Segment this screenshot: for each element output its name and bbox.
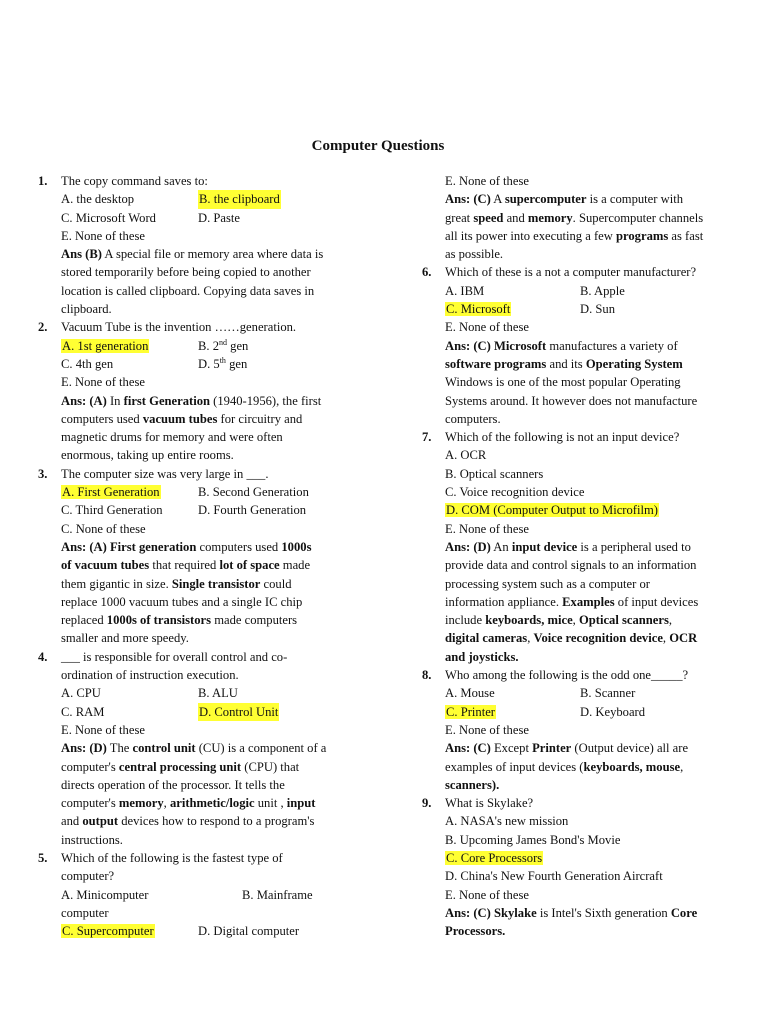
answer-line <box>422 227 742 245</box>
option-a-wrap <box>61 337 198 355</box>
question-number: 4. <box>38 649 48 664</box>
question-text: computer? <box>61 869 115 884</box>
answer-bold: input <box>286 796 316 811</box>
answer-text: A <box>490 192 505 207</box>
option-e: E. None of these <box>61 228 145 243</box>
options-row <box>38 886 360 904</box>
answer-text: computer's <box>61 759 119 774</box>
option-a: A. Minicomputer <box>61 887 149 902</box>
option-c-wrap <box>61 922 198 940</box>
option-text: D. 5 <box>198 356 220 371</box>
option-e: E. None of these <box>445 521 529 536</box>
options-row <box>38 703 360 721</box>
answer-text: instructions. <box>61 832 123 847</box>
option-c-wrap <box>445 300 580 318</box>
answer-line <box>38 245 360 263</box>
answer-bold: central processing unit <box>118 759 242 774</box>
question-text: Which of the following is the fastest type of <box>61 850 283 865</box>
answer-text: and its <box>546 356 586 371</box>
option-d <box>198 355 247 373</box>
answer-bold: programs <box>616 228 669 243</box>
answer-text: replace 1000 vacuum tubes and a single IC chip <box>61 594 303 609</box>
answer-line <box>422 739 742 757</box>
answer-line <box>422 337 742 355</box>
option-a: A. CPU <box>61 686 101 701</box>
answer-bold: of vacuum tubes <box>61 558 150 573</box>
answer-text: unit , <box>254 796 287 811</box>
option-d-correct: D. Control Unit <box>198 703 279 721</box>
option-d: D. Keyboard <box>580 704 646 719</box>
answer-bold: memory <box>118 796 164 811</box>
option-c-wrap <box>422 849 742 867</box>
answer-text: , <box>680 759 684 774</box>
answer-bold: Microsoft <box>490 338 547 353</box>
superscript: nd <box>219 337 227 347</box>
answer-bold: digital cameras <box>445 631 528 646</box>
option-text: gen <box>227 338 249 353</box>
option-e: E. None of these <box>445 887 529 902</box>
superscript: th <box>219 355 226 365</box>
question-number: 1. <box>38 174 48 188</box>
answer-text: (1940-1956), the first <box>210 393 322 408</box>
question-7 <box>422 428 742 446</box>
answer-line <box>422 648 742 666</box>
answer-label: Ans: (C) <box>445 338 491 353</box>
option-a: A. OCR <box>445 448 487 463</box>
answer-text: and <box>61 814 83 829</box>
answer-line <box>422 593 742 611</box>
option-d-correct: D. COM (Computer Output to Microfilm) <box>446 503 658 518</box>
options-row <box>38 209 360 227</box>
answer-bold: keyboards, mice <box>485 613 573 628</box>
answer-text: smaller and more speedy. <box>61 631 189 646</box>
answer-text: is a peripheral used to <box>577 539 691 554</box>
answer-text: that required <box>149 558 220 573</box>
question-6 <box>422 263 742 281</box>
option-b: B. Mainframe <box>242 887 313 902</box>
question-text: Vacuum Tube is the invention ……generation. <box>61 320 297 335</box>
answer-bold: scanners). <box>445 777 500 792</box>
answer-bold: supercomputer <box>504 192 587 207</box>
question-number: 8. <box>422 668 432 683</box>
answer-line <box>38 758 360 776</box>
answer-text: computers used <box>196 539 282 554</box>
answer-bold: arithmetic/logic <box>169 796 255 811</box>
answer-text: is a computer with <box>586 192 684 207</box>
question-text: ordination of instruction execution. <box>61 668 239 683</box>
answer-label: Ans: (C) Skylake <box>445 905 537 920</box>
option-e: E. None of these <box>445 174 529 188</box>
option-a: A. Mouse <box>445 686 495 701</box>
answer-text: and <box>503 210 528 225</box>
answer-text: . Supercomputer channels <box>572 210 704 225</box>
options-row <box>38 355 360 373</box>
options-row <box>38 337 360 355</box>
option-a-correct: A. First Generation <box>62 485 160 500</box>
question-5 <box>38 849 360 867</box>
option-c: C. 4th gen <box>61 356 114 371</box>
answer-bold: software programs <box>445 356 547 371</box>
question-8 <box>422 666 742 684</box>
answer-text: them gigantic in size. <box>61 576 172 591</box>
option-d: D. China's New Fourth Generation Aircraft <box>445 869 663 884</box>
question-number: 6. <box>422 265 432 280</box>
options-row <box>422 684 742 702</box>
option-d: D. Digital computer <box>198 924 300 939</box>
option-a-correct: A. 1st generation <box>62 338 149 353</box>
answer-line <box>422 209 742 227</box>
question-text: Who among the following is the odd one_____? <box>445 668 689 683</box>
options-row <box>38 684 360 702</box>
answer-line <box>422 758 742 776</box>
answer-text: great <box>445 210 474 225</box>
option-b: B. Apple <box>580 283 625 298</box>
options-row <box>38 501 360 519</box>
answer-line <box>38 794 360 812</box>
answer-text: made computers <box>211 613 298 628</box>
question-1 <box>38 172 360 190</box>
answer-text: clipboard. <box>61 302 112 317</box>
answer-line <box>38 812 360 830</box>
question-number: 3. <box>38 466 48 481</box>
page-title: Computer Questions <box>311 138 445 154</box>
answer-bold: input device <box>511 539 578 554</box>
answer-line <box>38 575 360 593</box>
answer-line <box>422 776 742 794</box>
answer-bold: Optical scanners <box>578 613 669 628</box>
answer-label: Ans: (A) <box>61 393 107 408</box>
answer-line <box>422 904 742 922</box>
answer-text: computers used <box>61 411 143 426</box>
answer-text: , <box>527 631 534 646</box>
option-a-continued: computer <box>61 905 109 920</box>
answer-bold: keyboards, mouse <box>583 759 681 774</box>
answer-line <box>422 611 742 629</box>
answer-bold: memory <box>527 210 573 225</box>
answer-line <box>422 355 742 373</box>
question-3 <box>38 465 360 483</box>
answer-label: Ans: (A) <box>61 539 107 554</box>
answer-text: In <box>106 393 124 408</box>
answer-line <box>38 739 360 757</box>
option-d: D. Fourth Generation <box>198 503 307 518</box>
right-column <box>422 172 742 940</box>
answer-bold: First generation <box>106 539 197 554</box>
options-row <box>422 703 742 721</box>
answer-text: computer's <box>61 796 119 811</box>
option-c: C. Third Generation <box>61 503 163 518</box>
option-text: gen <box>225 356 248 371</box>
answer-text: Except <box>490 741 533 756</box>
question-4 <box>38 648 360 666</box>
option-c-correct: C. Printer <box>446 704 495 719</box>
answer-text: (CPU) that <box>241 759 300 774</box>
question-text: Which of these is a not a computer manufacturer? <box>445 265 697 280</box>
option-a: A. IBM <box>445 283 485 298</box>
answer-bold: Voice recognition device <box>533 631 663 646</box>
answer-text: could <box>260 576 292 591</box>
answer-text: processing system such as a computer or <box>445 576 650 591</box>
answer-line <box>38 410 360 428</box>
answer-bold: speed <box>473 210 504 225</box>
answer-bold: joysticks. <box>468 649 519 664</box>
option-c: C. RAM <box>61 704 105 719</box>
answer-text: provide data and control signals to an information <box>445 558 697 573</box>
answer-bold: output <box>82 814 119 829</box>
answer-bold: Core <box>670 905 698 920</box>
answer-line <box>422 922 742 940</box>
answer-line <box>422 629 742 647</box>
answer-text: A special file or memory area where data is <box>101 247 324 262</box>
answer-text: The <box>106 741 133 756</box>
answer-bold: Examples <box>562 594 615 609</box>
question-number: 5. <box>38 850 48 865</box>
answer-label: Ans: (D) <box>61 741 107 756</box>
question-9 <box>422 794 742 812</box>
option-e: E. None of these <box>445 320 529 335</box>
answer-text: include <box>445 613 486 628</box>
answer-text: as possible. <box>445 247 504 262</box>
answer-text: Windows is one of the most popular Operating <box>445 375 681 390</box>
answer-label: Ans: (C) <box>445 741 491 756</box>
option-d: D. Paste <box>198 210 240 225</box>
options-row <box>422 300 742 318</box>
answer-bold: Operating System <box>585 356 683 371</box>
option-c-correct: C. Core Processors <box>446 850 543 865</box>
option-a-wrap <box>61 483 198 501</box>
answer-bold: vacuum tubes <box>142 411 218 426</box>
answer-text: enormous, taking up entire rooms. <box>61 448 234 463</box>
question-number: 2. <box>38 320 48 335</box>
answer-bold: 1000s <box>281 539 312 554</box>
answer-text: (CU) is a component of a <box>195 741 327 756</box>
answer-line <box>422 538 742 556</box>
options-row <box>38 190 360 208</box>
answer-text: manufactures a variety of <box>546 338 678 353</box>
answer-text: An <box>490 539 512 554</box>
answer-text: devices how to respond to a program's <box>118 814 315 829</box>
option-c: C. Voice recognition device <box>445 485 585 500</box>
question-number: 9. <box>422 796 432 811</box>
option-a: A. NASA's new mission <box>445 814 569 829</box>
option-d: D. Sun <box>580 302 615 317</box>
answer-text: of input devices <box>614 594 699 609</box>
option-b: B. Optical scanners <box>445 466 544 481</box>
answer-text: Systems around. It however does not manufacture <box>445 393 698 408</box>
answer-bold: Processors. <box>445 924 506 939</box>
question-number: 7. <box>422 430 432 445</box>
option-b: B. Second Generation <box>198 485 309 500</box>
option-b-correct: B. the clipboard <box>198 190 281 208</box>
answer-bold: OCR <box>669 631 698 646</box>
answer-text: stored temporarily before being copied to another <box>61 265 311 280</box>
question-text: The computer size was very large in ___. <box>61 466 269 481</box>
answer-text: , <box>668 613 673 628</box>
answer-line <box>38 556 360 574</box>
option-c: C. Microsoft Word <box>61 210 156 225</box>
question-text: ___ is responsible for overall control and co- <box>61 649 288 664</box>
left-column <box>38 172 360 940</box>
answer-line <box>38 611 360 629</box>
answer-text: all its power into executing a few <box>445 228 617 243</box>
option-c-correct: C. Microsoft <box>446 302 511 317</box>
option-b <box>198 337 248 355</box>
option-text: B. 2 <box>198 338 219 353</box>
answer-text: made <box>279 558 311 573</box>
option-e: C. None of these <box>61 521 146 536</box>
answer-text: magnetic drums for memory and were often <box>61 430 283 445</box>
option-b: B. ALU <box>198 686 238 701</box>
answer-text: is Intel's Sixth generation <box>536 905 671 920</box>
answer-text: information appliance. <box>445 594 563 609</box>
option-c-correct: C. Supercomputer <box>62 924 154 939</box>
answer-text: (Output device) all are <box>571 741 689 756</box>
question-text: Which of the following is not an input device? <box>445 430 680 445</box>
answer-label: Ans: (D) <box>445 539 491 554</box>
answer-text: for circuitry and <box>217 411 303 426</box>
option-c-wrap <box>445 703 580 721</box>
answer-line <box>38 538 360 556</box>
option-e: E. None of these <box>61 375 145 390</box>
answer-bold: control unit <box>132 741 196 756</box>
answer-bold: first Generation <box>123 393 211 408</box>
answer-text: , <box>163 796 170 811</box>
question-text: The copy command saves to: <box>61 174 208 188</box>
answer-text: , <box>572 613 579 628</box>
question-text: What is Skylake? <box>445 796 534 811</box>
option-b: B. Upcoming James Bond's Movie <box>445 832 621 847</box>
answer-bold: lot of space <box>219 558 280 573</box>
answer-label: Ans: (C) <box>445 192 491 207</box>
option-e: E. None of these <box>445 722 529 737</box>
answer-text: replaced <box>61 613 107 628</box>
answer-text: examples of input devices ( <box>445 759 584 774</box>
answer-text: , <box>662 631 670 646</box>
answer-text: directs operation of the processor. It tells the <box>61 777 285 792</box>
answer-bold: Single transistor <box>171 576 261 591</box>
options-row <box>38 922 360 940</box>
answer-bold: and <box>445 649 469 664</box>
option-a: A. the desktop <box>61 192 135 207</box>
answer-text: computers. <box>445 411 501 426</box>
options-row <box>38 483 360 501</box>
question-2 <box>38 318 360 336</box>
options-row <box>422 282 742 300</box>
option-d-wrap <box>422 501 742 519</box>
option-e: E. None of these <box>61 722 145 737</box>
answer-text: location is called clipboard. Copying data saves in <box>61 283 315 298</box>
answer-bold: Printer <box>532 741 572 756</box>
answer-bold: 1000s of transistors <box>106 613 212 628</box>
option-b: B. Scanner <box>580 686 636 701</box>
answer-line <box>422 190 742 208</box>
answer-label: Ans (B) <box>61 247 102 262</box>
answer-line <box>38 392 360 410</box>
answer-text: as fast <box>668 228 704 243</box>
